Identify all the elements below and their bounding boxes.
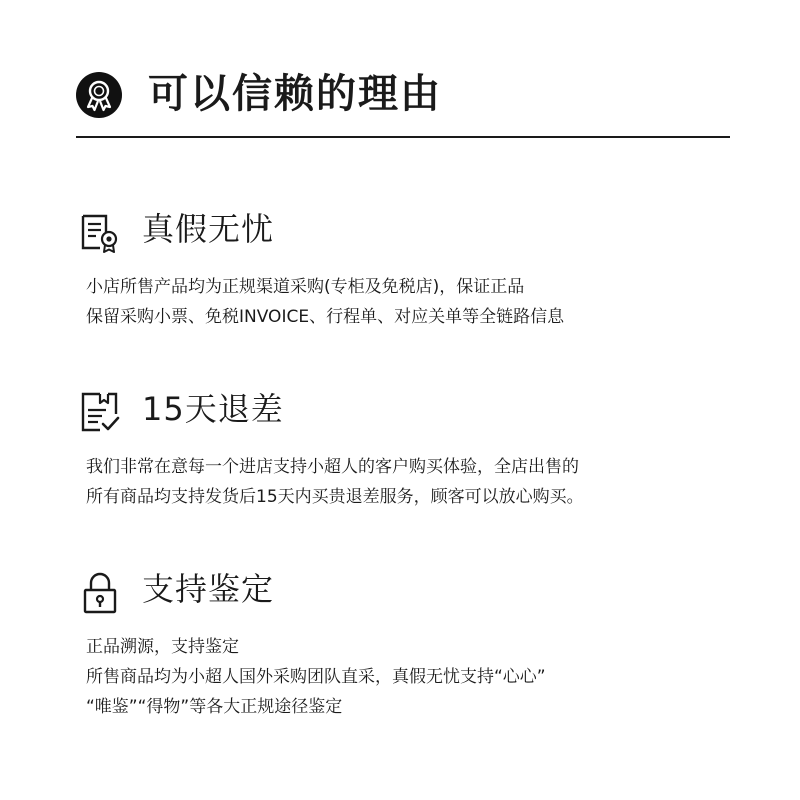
description-line: 所售商品均为小超人国外采购团队直采，真假无忧支持“心心” [86, 667, 546, 687]
section-description [86, 632, 546, 722]
section-description [86, 452, 584, 512]
description-line: 保留采购小票、免税INVOICE、行程单、对应关单等全链路信息 [86, 307, 565, 327]
padlock-icon [78, 570, 124, 616]
description-line: 我们非常在意每一个进店支持小超人的客户购买体验，全店出售的 [86, 457, 579, 477]
award-ribbon-icon [76, 72, 122, 118]
section-title: 15天退差 [142, 390, 284, 428]
page-header [76, 60, 730, 138]
description-line: 小店所售产品均为正规渠道采购(专柜及免税店)，保证正品 [86, 277, 525, 297]
return-check-document-icon [78, 390, 124, 436]
section-description [86, 272, 564, 332]
section-title: 真假无忧 [142, 210, 275, 248]
certificate-document-icon [78, 210, 124, 256]
description-line: 正品溯源，支持鉴定 [86, 637, 239, 657]
description-line: 所有商品均支持发货后15天内买贵退差服务，顾客可以放心购买。 [86, 487, 584, 507]
page-title: 可以信赖的理由 [148, 71, 442, 117]
section-title: 支持鉴定 [142, 570, 275, 608]
description-line: “唯鉴”“得物”等各大正规途径鉴定 [86, 697, 343, 717]
